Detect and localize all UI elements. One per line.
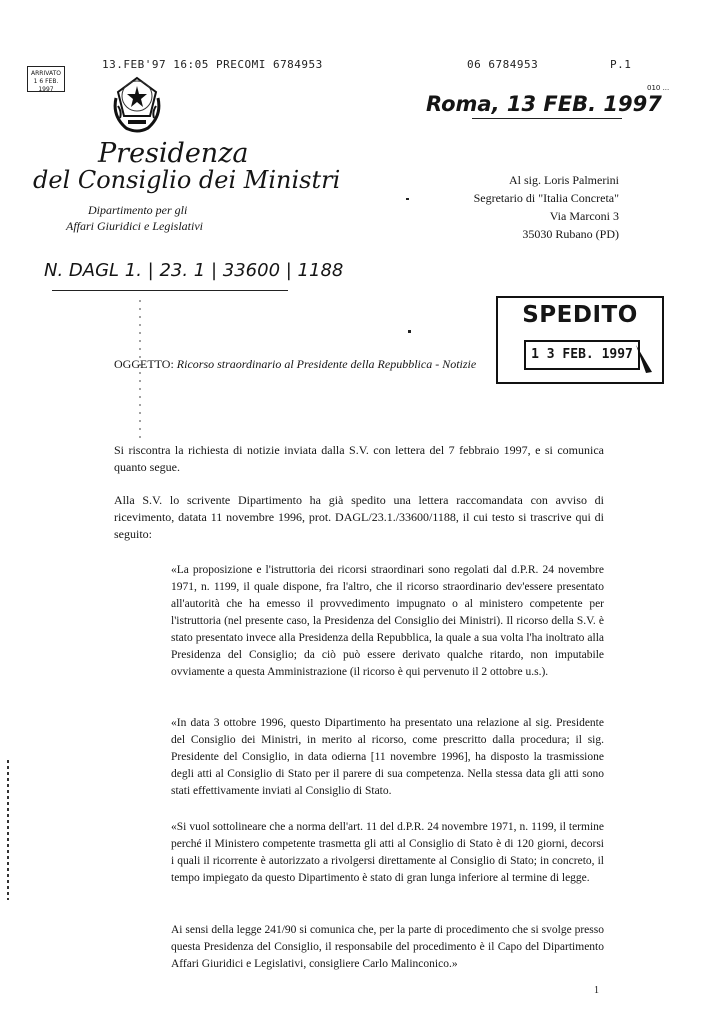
spedito-stamp-word: SPEDITO [522, 302, 638, 328]
letterhead-consiglio: del Consiglio dei Ministri [33, 166, 341, 194]
quote-paragraph-4: Ai sensi della legge 241/90 si comunica che, per la parte di procedimento che si svolge presso questa Presidenza del Consiglio, il responsabile del procedimento è il Capo del Dipartimento Affari Giuridici e Legislativi, consigliere Carlo Malinconico.» [171, 924, 604, 970]
letterhead-presidenza: Presidenza [98, 138, 249, 169]
spedito-stamp-date: 1 3 FEB. 1997 [524, 340, 640, 370]
top-right-mark: 010 ... [647, 84, 670, 92]
quote-paragraph-2: «In data 3 ottobre 1996, questo Dipartimento ha presentato una relazione al sig. Presidente del Consiglio dei Ministri, in merito al ricorso, come prescritto dalla procedura; il sig. Presidente del Consiglio, in data odierna [11 novembre 1996], ha disposto la trasmissione degli atti al Consiglio di Stato per il parere di sua competenza. Nella stessa data gli atti sono stati effettivamente inviati al Consiglio di Stato. [171, 717, 604, 797]
quote-paragraph-1: «La proposizione e l'istruttoria dei ricorsi straordinari sono regolati dal d.P.R. 24 novembre 1971, n. 1199, il quale dispone, fra l'altro, che il ricorso straordinario dev'essere presentato all'autorità che ha emesso il provvedimento impugnato o al ministero competente per l'istruttoria (nel presente caso, la Presidenza del Consiglio dei Ministri). Il ricorso della S.V. è stato presentato invece alla Presidenza della Repubblica, la quale a sua volta l'ha inoltrato alla Presidenza del Consiglio; da ciò può essere derivato qualche ritardo, non imputabile ovviamente a questa Amministrazione (il ricorso è qui pervenuto il 2 ottobre u.s.). [171, 564, 604, 678]
page-number: 1 [594, 985, 599, 996]
protocol-number: N. DAGL 1. | 23. 1 | 33600 | 1188 [44, 260, 344, 281]
recipient-line1: Al sig. Loris Palmerini [509, 173, 619, 187]
recipient-line3: Via Marconi 3 [549, 209, 619, 223]
recipient-line4: 35030 Rubano (PD) [522, 227, 619, 241]
quote-paragraph-3: «Si vuol sottolineare che a norma dell'art. 11 del d.P.R. 24 novembre 1971, n. 1199, il termine perché il Ministero competente trasmetta gli atti al Consiglio di Stato è di 120 giorni, decorsi i quali il ricorrente è autorizzato a rivolgersi direttamente al Consiglio di Stato; in concreto, il tempo impiegato da questo Dipartimento è stato di gran lunga inferiore al termine di legge. [171, 821, 604, 884]
fax-header-page: P.1 [610, 58, 632, 71]
body-paragraph-1: Si riscontra la richiesta di notizie inviata dalla S.V. con lettera del 7 febbraio 1997, e si comunica quanto segue. [114, 443, 604, 474]
fax-header-number: 06 6784953 [467, 58, 539, 71]
subject-label: OGGETTO: [114, 357, 174, 371]
arrival-stamp-line1: ARRIVATO [31, 70, 61, 77]
recipient-line2: Segretario di "Italia Concreta" [473, 191, 619, 205]
fax-header-datetime: 13.FEB'97 16:05 PRECOMI 6784953 [102, 58, 323, 71]
subject-text: Ricorso straordinario al Presidente della Repubblica - Notizie [176, 357, 477, 371]
body-paragraph-2: Alla S.V. lo scrivente Dipartimento ha già spedito una lettera raccomandata con avviso di ricevimento, datata 11 novembre 1996, prot. DAGL/23.1./33600/1188, il cui testo si trascrive qui di seguito: [114, 493, 604, 541]
department-line2: Affari Giuridici e Legislativi [66, 219, 203, 233]
date-handwritten: Roma, 13 FEB. 1997 [426, 92, 662, 116]
arrival-stamp-line2: 1 6 FEB. 1997 [33, 78, 59, 93]
department-line1: Dipartimento per gli [88, 203, 188, 217]
